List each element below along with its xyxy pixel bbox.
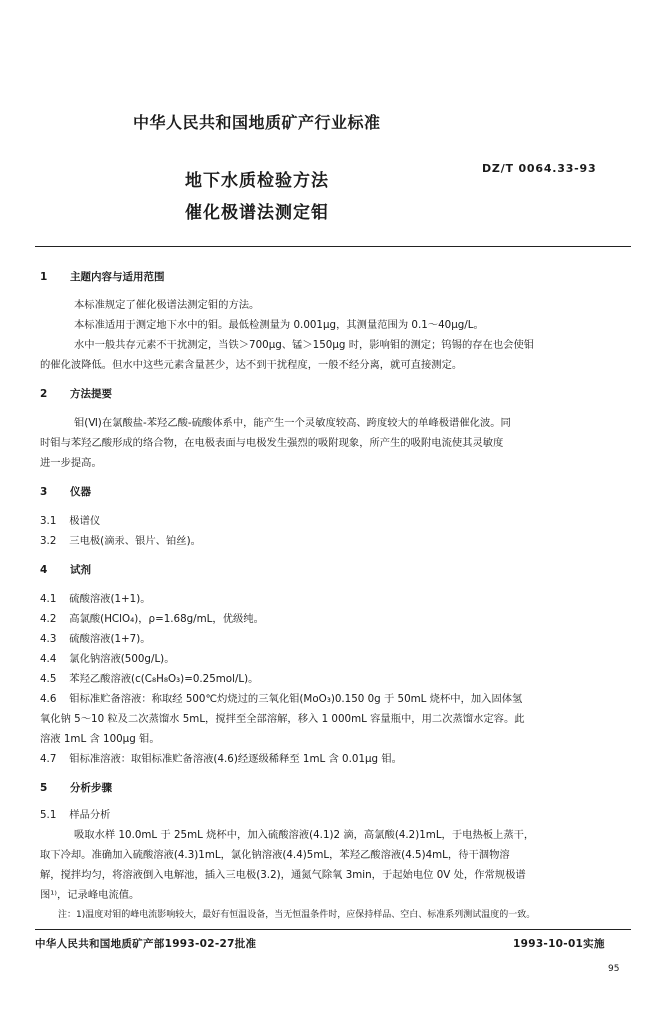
section-5-heading [40, 781, 630, 795]
section-4-heading [40, 563, 630, 577]
paragraph-line: 吸取水样 10.0mL 于 25mL 烧杯中，加入硫酸溶液(4.1)2 滴，高氯酸(4.2)1mL，于电热板上蒸干， [74, 829, 535, 841]
issuing-agency: 中华人民共和国地质矿产行业标准 [133, 113, 381, 132]
section-title: 方法提要 [70, 388, 112, 400]
document-title-line1: 地下水质检验方法 [185, 171, 329, 191]
section-title: 分析步骤 [70, 782, 112, 794]
section-1-heading [40, 270, 630, 284]
page-number: 95 [608, 964, 620, 974]
section-title: 试剂 [70, 564, 91, 576]
section-2-heading [40, 387, 630, 401]
item-text: 高氯酸(HClO₄)，ρ=1.68g/mL，优级纯。 [69, 613, 264, 625]
item-text: 三电极(滴汞、银片、铂丝)。 [69, 535, 201, 547]
document-title-line2: 催化极谱法测定钼 [185, 203, 329, 223]
item-text: 氯化钠溶液(500g/L)。 [69, 653, 175, 665]
paragraph-line: 进一步提高。 [40, 457, 102, 469]
standard-code: DZ/T 0064.33-93 [482, 162, 597, 175]
item-text: 硫酸溶液(1+1)。 [69, 593, 151, 605]
paragraph-line: 水中一般共存元素不干扰测定，当铁＞700μg、锰＞150μg 时，影响钼的测定；钨锡的存在也会使钼 [74, 339, 535, 351]
paragraph-line: 氧化钠 5～10 粒及二次蒸馏水 5mL，搅拌至全部溶解，移入 1 000mL 容量瓶中，用二次蒸馏水定容。此 [40, 713, 525, 725]
section-3-heading [40, 485, 630, 499]
paragraph-line: 的催化波降低。但水中这些元素含量甚少，达不到干扰程度，一般不经分离，就可直接测定。 [40, 359, 463, 371]
section-title: 主题内容与适用范围 [70, 271, 165, 283]
section-number: 1 [40, 271, 48, 283]
section-number: 2 [40, 388, 48, 400]
list-item [40, 534, 630, 548]
item-number: 4.1 [40, 593, 57, 605]
paragraph-line: 图¹⁾，记录峰电流值。 [40, 889, 140, 901]
effective-date: 1993-10-01实施 [513, 938, 605, 950]
item-text: 钼标准溶液：取钼标准贮备溶液(4.6)经逐级稀释至 1mL 含 0.01μg 钼。 [69, 753, 402, 765]
item-number: 3.1 [40, 515, 57, 527]
approval-date: 中华人民共和国地质矿产部1993-02-27批准 [35, 938, 257, 950]
section-number: 5 [40, 782, 48, 794]
item-number: 4.6 [40, 693, 57, 705]
list-item [40, 632, 630, 646]
paragraph-line: 本标准规定了催化极谱法测定钼的方法。 [74, 299, 260, 311]
item-number: 5.1 [40, 809, 57, 821]
paragraph-line: 解，搅拌均匀，将溶液倒入电解池，插入三电极(3.2)，通氮气除氧 3min，于起始电位 0V 处，作常规极谱 [40, 869, 526, 881]
list-item [40, 612, 630, 626]
item-number: 4.2 [40, 613, 57, 625]
list-item [40, 672, 630, 686]
footnote: 注：1)温度对钼的峰电流影响较大，最好有恒温设备，当无恒温条件时，应保持样品、空白、标准系列测试温度的一致。 [58, 910, 536, 920]
item-number: 4.5 [40, 673, 57, 685]
paragraph-line: 取下冷却。准确加入硫酸溶液(4.3)1mL，氯化钠溶液(4.4)5mL，苯羟乙酸溶液(4.5)4mL，待干涸物溶 [40, 849, 510, 861]
section-number: 3 [40, 486, 48, 498]
item-number: 4.3 [40, 633, 57, 645]
item-text: 硫酸溶液(1+7)。 [69, 633, 151, 645]
item-text: 极谱仪 [69, 515, 101, 527]
list-item [40, 752, 630, 766]
footer-divider [35, 929, 631, 930]
list-item [40, 692, 630, 706]
item-number: 4.4 [40, 653, 57, 665]
header-divider [35, 246, 631, 247]
list-item [40, 652, 630, 666]
item-number: 4.7 [40, 753, 57, 765]
subsection-heading [40, 808, 630, 822]
item-text: 样品分析 [69, 809, 111, 821]
item-number: 3.2 [40, 535, 57, 547]
section-number: 4 [40, 564, 48, 576]
paragraph-line: 时钼与苯羟乙酸形成的络合物，在电极表面与电极发生强烈的吸附现象，所产生的吸附电流使其灵敏度 [40, 437, 504, 449]
paragraph-line: 本标准适用于测定地下水中的钼。最低检测量为 0.001μg，其测量范围为 0.1～40μg/L。 [74, 319, 484, 331]
item-text: 苯羟乙酸溶液(c(C₈H₈O₃)=0.25mol/L)。 [69, 673, 259, 685]
item-text: 钼标准贮备溶液：称取经 500℃灼烧过的三氧化钼(MoO₃)0.150 0g 于 50mL 烧杯中，加入固体氢 [69, 693, 523, 705]
list-item [40, 592, 630, 606]
list-item [40, 514, 630, 528]
paragraph-line: 溶液 1mL 含 100μg 钼。 [40, 733, 160, 745]
section-title: 仪器 [70, 486, 91, 498]
paragraph-line: 钼(Ⅵ)在氯酸盐-苯羟乙酸-硫酸体系中，能产生一个灵敏度较高、跨度较大的单峰极谱催化波。同 [74, 417, 511, 429]
